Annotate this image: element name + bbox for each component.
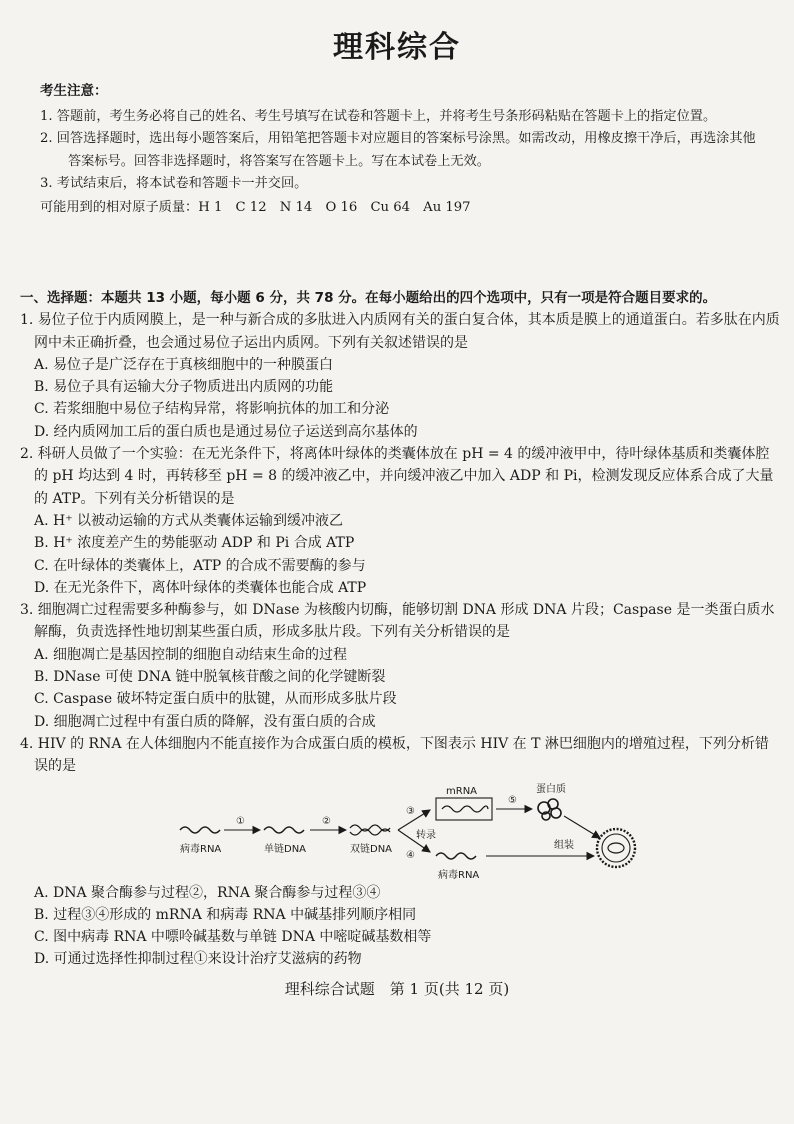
label-assembly: 组装 [554,839,574,851]
option-a: A. DNA 聚合酶参与过程②，RNA 聚合酶参与过程③④ [34,884,381,901]
label-step-2: ② [322,815,331,827]
label-step-3: ③ [406,805,415,817]
option-a: A. 细胞凋亡是基因控制的细胞自动结束生命的过程 [34,646,348,663]
double-dna-strand-a [350,825,390,831]
question-3 [20,599,780,733]
label-step-4: ④ [406,849,415,861]
label-step-1: ① [236,815,245,827]
option-c: C. 在叶绿体的类囊体上，ATP 的合成不需要酶的参与 [34,557,366,574]
section-heading: 一、选择题：本题共 13 小题，每小题 6 分，共 78 分。在每小题给出的四个选项中，只有一项是符合题目要求的。 [20,290,717,306]
arrow-protein-to-virus [564,816,600,838]
choice-section [20,287,780,971]
label-protein: 蛋白质 [536,783,566,795]
notice-item-1: 1. 答题前，考生务必将自己的姓名、考生号填写在试卷和答题卡上，并将考生号条形码粘贴在答题卡上的指定位置。 [40,108,717,124]
label-transcription: 转录 [416,829,436,841]
notice-item-3: 3. 考试结束后，将本试卷和答题卡一并交回。 [40,176,308,191]
mrna-box [436,798,492,820]
single-dna-strand [264,827,304,833]
option-a: A. H⁺ 以被动运输的方式从类囊体运输到缓冲液乙 [34,512,344,529]
option-d: D. 经内质网加工后的蛋白质也是通过易位子运送到高尔基体的 [34,423,418,440]
viral-rna-strand [180,827,220,833]
question-stem: 3. 细胞凋亡过程需要多种酶参与，如 DNase 为核酸内切酶，能够切割 DNA 形成 DNA 片段；Caspase 是一类蛋白质水解酶，负责选择性地切割某些蛋白质，形成多肽片段。下列有关分析错误的是 [20,602,775,641]
option-b: B. DNase 可使 DNA 链中脱氧核苷酸之间的化学键断裂 [34,669,386,686]
question-stem: 4. HIV 的 RNA 在人体细胞内不能直接作为合成蛋白质的模板，下图表示 HIV 在 T 淋巴细胞内的增殖过程，下列分析错误的是 [20,735,769,775]
question-2 [20,443,780,599]
option-a: A. 易位子是广泛存在于真核细胞中的一种膜蛋白 [34,356,334,373]
hiv-virion [597,829,635,867]
option-d: D. 可通过选择性抑制过程①来设计治疗艾滋病的药物 [34,951,362,968]
option-c: C. 图中病毒 RNA 中嘌呤碱基数与单链 DNA 中嘧啶碱基数相等 [34,929,432,946]
label-double-dna: 双链DNA [350,843,393,855]
option-b: B. H⁺ 浓度差产生的势能驱动 ADP 和 Pi 合成 ATP [34,535,355,552]
option-c: C. 若浆细胞中易位子结构异常，将影响抗体的加工和分泌 [34,401,390,418]
protein-blob [538,799,561,820]
notice-item-2: 2. 回答选择题时，选出每小题答案后，用铅笔把答题卡对应题目的答案标号涂黑。如需改动，用橡皮擦干净后，再选涂其他答案标号。回答非选择题时，将答案写在答题卡上。写在本试卷上无效。 [40,131,756,169]
mrna-strand [442,806,488,812]
label-mrna: mRNA [446,785,478,797]
double-dna-strand-b [350,829,390,835]
option-d: D. 细胞凋亡过程中有蛋白质的降解，没有蛋白质的合成 [34,713,376,730]
question-4 [20,733,780,971]
question-stem: 1. 易位子位于内质网膜上，是一种与新合成的多肽进入内质网有关的蛋白复合体，其本质是膜上的通道蛋白。若多肽在内质网中未正确折叠，也会通过易位子运出内质网。下列有关叙述错误的是 [20,312,780,351]
label-single-dna: 单链DNA [264,843,307,855]
option-b: B. 过程③④形成的 mRNA 和病毒 RNA 中碱基排列顺序相同 [34,906,417,923]
page-title: 理科综合 [333,30,461,65]
question-1 [20,309,780,443]
label-viral-rna: 病毒RNA [180,843,222,855]
page-footer: 理科综合试题 第 1 页(共 12 页) [284,980,510,998]
option-b: B. 易位子具有运输大分子物质进出内质网的功能 [34,379,334,396]
viral-rna-strand-2 [436,853,476,859]
atomic-masses: 可能用到的相对原子质量：H 1 C 12 N 14 O 16 Cu 64 Au 197 [40,199,471,215]
label-step-5: ⑤ [508,794,517,806]
label-viral-rna-2: 病毒RNA [438,869,480,881]
hiv-replication-diagram [20,778,780,882]
notice-block [40,80,760,219]
question-stem: 2. 科研人员做了一个实验：在无光条件下，将离体叶绿体的类囊体放在 pH = 4 的缓冲液甲中，待叶绿体基质和类囊体腔的 pH 均达到 4 时，再转移至 pH = 8 的缓冲液乙中，并向缓冲液乙中加入 ADP 和 Pi，检测发现反应体系合成了大量的 ATP。下列有关分析错误的是 [20,446,774,507]
hiv-diagram-svg [160,782,640,882]
notice-heading: 考生注意： [40,83,108,99]
option-d: D. 在无光条件下，离体叶绿体的类囊体也能合成 ATP [34,579,367,596]
option-c: C. Caspase 破坏特定蛋白质中的肽键，从而形成多肽片段 [34,691,397,708]
